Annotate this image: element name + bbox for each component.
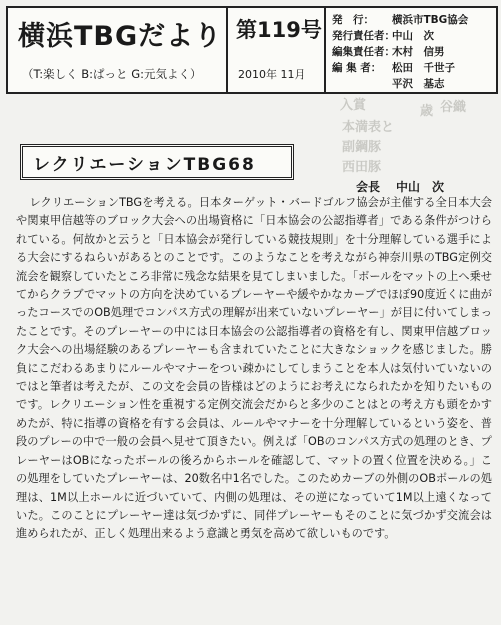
- staff-row: [332, 12, 468, 27]
- issue-number: 第119号: [236, 18, 322, 42]
- staff-box: [324, 6, 498, 94]
- article-body: [16, 194, 492, 544]
- show-through-text: 入賞: [340, 98, 367, 113]
- staff-name: 中山 次: [392, 30, 434, 42]
- staff-name: 平沢 基志: [392, 78, 445, 90]
- issue-date: 2010年 11月: [238, 68, 306, 81]
- show-through-text: 歳: [420, 104, 434, 119]
- newsletter-title: 横浜TBGだより: [18, 21, 223, 52]
- author-name: 中山 次: [396, 180, 445, 194]
- staff-row: [332, 28, 434, 43]
- staff-role: 発行責任者：: [332, 30, 395, 42]
- article-heading: レクリエーションTBG68: [33, 155, 256, 175]
- show-through-text: 谷織: [440, 100, 467, 115]
- article-paragraph: レクリエーションTBGを考える。日本ターゲット・バードゴルフ協会が主催する全日本大会や関東甲信越等のブロック大会への出場資格に「日本協会の公認指導者」である条件がつけられている。何故かと云うと「日本協会が発行している競技規則」を十分理解している選手による大会にするねらいがあるとのことです。このようなことを考えながら神奈川県のTBG定例交流会を観察していたところ非常に残念な結果を見てしまいました。「ボールをマットの上へ乗せてからクラブでマットの方向を決めているプレーヤーや緩やかなカーブでほぼ90度近くに曲がったコースでのOB処理でコンパス方式の理解が出来ていないプレーヤー」が目に付いてしまったことです。そのプレーヤーの中には日本協会の公認指導者の資格を有し、関東甲信越ブロック大会への出場経験のあるプレーヤーも含まれていたことに大きなショックを感じました。勝負にこだわるあまりにルールやマナーをつい疎かにしてしまうことを本人は気付いていないのではと筆者は考えたが、この文を会員の皆様はどのようにお考えになられたかを知りたいものです。レクリエーション性を重視する定例交流会だからと多少のことはとの考え方も頭をかすめたが、特に指導の資格を有する会員は、ルールやマナーを十分理解しているという姿を、普段のプレーの中で一般の会員へ見せて頂きたい。例えば「OBのコンパス方式の処理のとき、プレーヤーはOBになったボールの後ろからホールを確認して、マットの置く位置を決める。」この処理をしていたプレーヤーは、20数名中1名でした。このためカーブの外側のOBポールの処理は、1M以上ホールに近づいていて、内側の処理は、その逆になっていて1M以上遠くなっていた。このことにプレーヤー達は気づかずに、同伴プレーヤーもそのことに気づかず交流会は進められたが、正しく処理出来るよう意識と勇気を高めて欲しいものです。: [16, 196, 492, 541]
- staff-row: [332, 44, 445, 59]
- article-author: [356, 178, 444, 195]
- staff-name: 松田 千世子: [392, 62, 455, 74]
- staff-name: 木村 信男: [392, 46, 445, 58]
- staff-role: 編 集 者：: [332, 62, 382, 74]
- newsletter-motto: （T:楽しく B:ぱっと G:元気よく）: [22, 67, 202, 81]
- masthead-box: [6, 6, 228, 94]
- show-through-text: 西田豚: [342, 160, 382, 175]
- article-heading-box: [20, 144, 294, 180]
- staff-row: [332, 60, 455, 75]
- staff-name: 横浜市TBG協会: [392, 14, 469, 26]
- show-through-text: 本満表と: [342, 120, 395, 135]
- staff-row: [332, 76, 445, 91]
- author-title: 会長: [356, 180, 381, 194]
- staff-role: 発 行：: [332, 14, 374, 26]
- show-through-text: 副鋼豚: [342, 140, 382, 155]
- issue-box: [226, 6, 326, 94]
- staff-role: 編集責任者：: [332, 46, 395, 58]
